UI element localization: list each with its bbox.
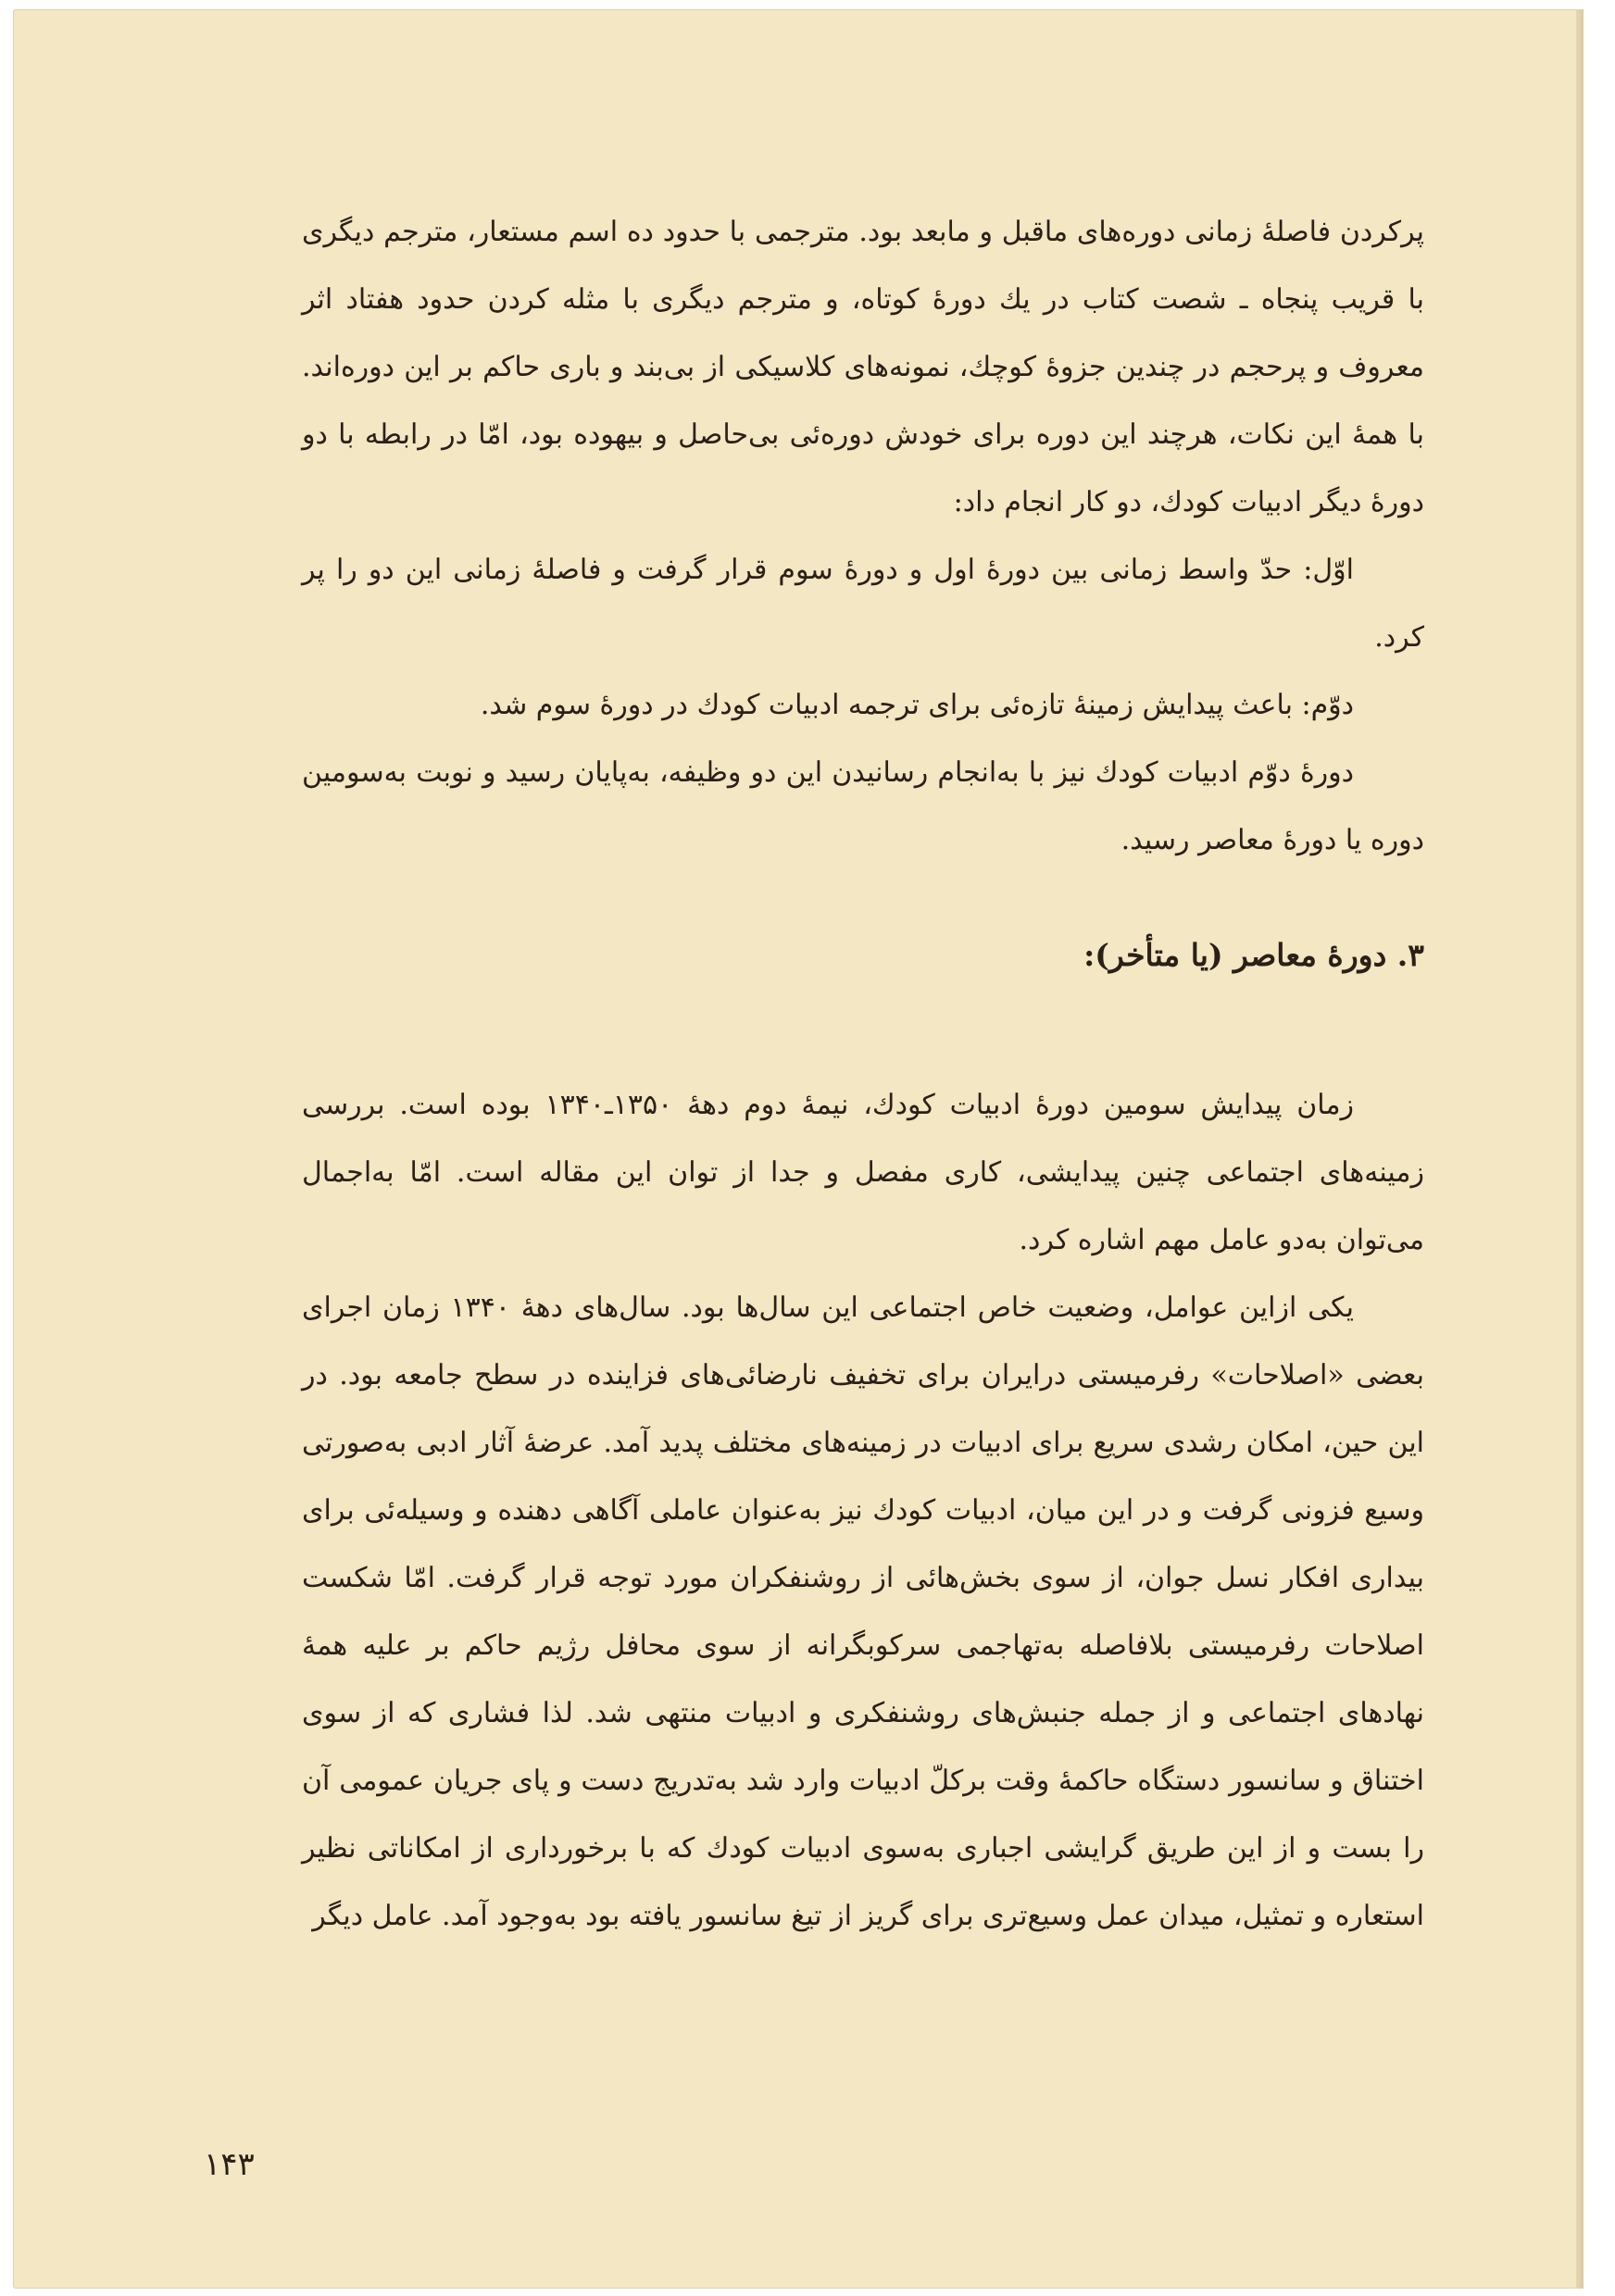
page-text xyxy=(302,198,1424,1950)
paragraph-2: اوّل: حدّ واسط زمانی بین دورهٔ اول و دورهٔ سوم قرار گرفت و فاصلهٔ زمانی این دو را پر کرد. xyxy=(302,554,1424,654)
paragraph-3: دوّم: باعث پیدایش زمینهٔ تازه‌ئی برای ترجمه ادبیات کودك در دورهٔ سوم شد. xyxy=(480,689,1354,721)
paragraph-6: یکی ازاین عوامل، وضعیت خاص اجتماعی این سال‌ها بود. سال‌های دههٔ ۱۳۴۰ زمان اجرای بعضی «اصلاحات» رفرمیستی درایران برای تخفیف نارضائی‌های فزاینده در سطح جامعه بود. در این حین، امکان رشدی سریع برای ادبیات در زمینه‌های مختلف پدید آمد. عرضهٔ آثار ادبی به‌صورتی وسیع فزونی گرفت و در این میان، ادبیات کودك نیز به‌عنوان عاملی آگاهی دهنده و وسیله‌ئی برای بیداری افکار نسل جوان، از سوی بخش‌هائی از روشنفکران مورد توجه قرار گرفت. امّا شکست اصلاحات رفرمیستی بلافاصله به‌تهاجمی سرکوبگرانه از سوی محافل رژیم حاکم بر علیه همهٔ نهادهای اجتماعی و از جمله جنبش‌های روشنفکری و ادبیات منتهی شد. لذا فشاری که از سوی اختناق و سانسور دستگاه حاکمهٔ وقت برکلّ ادبیات وارد شد به‌تدریج دست و پای جریان عمومی آن را بست و از این طریق گرایشی اجباری به‌سوی ادبیات کودك که با برخورداری از امکاناتی نظیر استعاره و تمثیل، میدان عمل وسیع‌تری برای گریز از تیغ سانسور یافته بود به‌وجود آمد. عامل دیگر xyxy=(302,1292,1424,1932)
paragraph-1: پرکردن فاصلهٔ زمانی دوره‌های ماقبل و مابعد بود. مترجمی با حدود ده اسم مستعار، مترجم دیگری با قریب پنجاه ـ شصت کتاب در یك دورهٔ کوتاه، و مترجم دیگری با مثله کردن حدود هفتاد اثر معروف و پرحجم در چندین جزوهٔ کوچك، نمونه‌های کلاسیکی از بی‌بند و باری حاکم بر این دوره‌اند. با همهٔ این نکات، هرچند این دوره برای خودش دوره‌ئی بی‌حاصل و بیهوده بود، امّا در رابطه با دو دورهٔ دیگر ادبیات کودك، دو کار انجام داد: xyxy=(302,216,1424,518)
page-number: ۱۴۳ xyxy=(204,2146,255,2183)
paper-edge xyxy=(1576,9,1584,2289)
paragraph-4: دورهٔ دوّم ادبیات کودك نیز با به‌انجام رسانیدن این دو وظیفه، به‌پایان رسید و نوبت به‌سومین دوره یا دورهٔ معاصر رسید. xyxy=(302,756,1424,856)
section-heading: ۳. دورهٔ معاصر (یا متأخر): xyxy=(1083,937,1424,973)
paragraph-5: زمان پیدایش سومین دورهٔ ادبیات کودك، نیمهٔ دوم دههٔ ۱۳۵۰ـ۱۳۴۰ بوده است. بررسی زمینه‌های اجتماعی چنین پیدایشی، کاری مفصل و جدا از توان این مقاله است. امّا به‌اجمال می‌توان به‌دو عامل مهم اشاره کرد. xyxy=(302,1089,1424,1256)
